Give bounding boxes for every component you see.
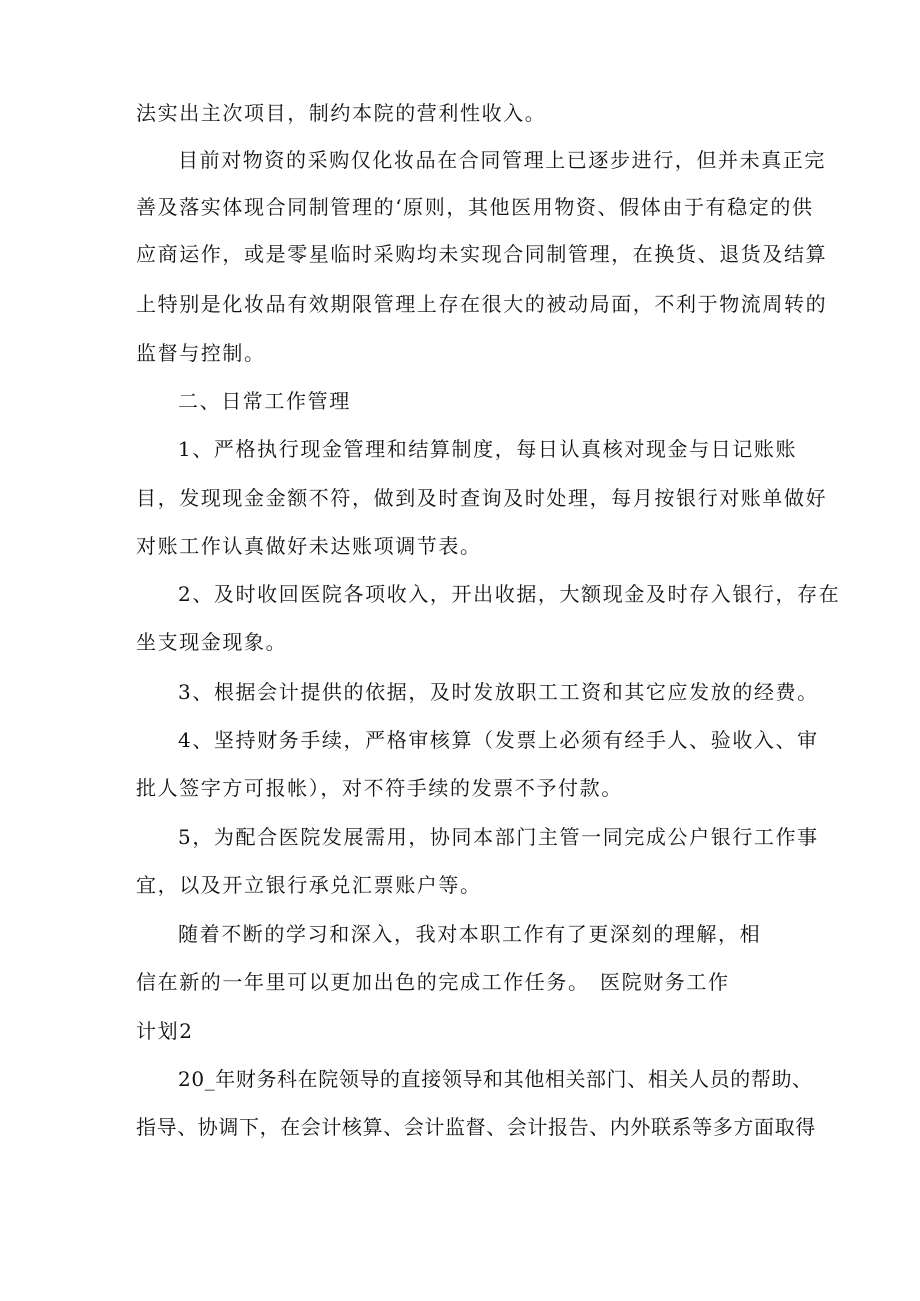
section-title-continued: 计划2 (136, 1019, 194, 1043)
text-line: 上特别是化妆品有效期限管理上存在很大的被动局面，不利于物流周转的 (136, 292, 828, 316)
text-line: 监督与控制。 (136, 341, 266, 365)
text-line: 20_年财务科在院领导的直接领导和其他相关部门、相关人员的帮助、 (178, 1067, 813, 1091)
section-title: 医院财务工作 (600, 970, 730, 994)
section-heading: 二、日常工作管理 (178, 389, 351, 413)
text-line: 5，为配合医院发展需用，协同本部门主管一同完成公户银行工作事 (178, 825, 819, 849)
text-line: 信在新的一年里可以更加出色的完成工作任务。 (136, 970, 590, 994)
text-line: 批人签字方可报帐），对不符手续的发票不予付款。 (136, 776, 623, 800)
text-line: 4、坚持财务手续，严格审核算（发票上必须有经手人、验收入、审 (178, 728, 819, 752)
text-line: 宜，以及开立银行承兑汇票账户等。 (136, 873, 482, 897)
text-line: 2、及时收回医院各项收入，开出收据，大额现金及时存入银行，存在 (178, 582, 841, 606)
text-line: 3、根据会计提供的依据，及时发放职工工资和其它应发放的经费。 (178, 680, 819, 704)
text-line: 法实出主次项目，制约本院的营利性收入。 (136, 101, 547, 125)
text-line: 目，发现现金金额不符，做到及时查询及时处理，每月按银行对账单做好 (136, 486, 828, 510)
text-line: 善及落实体现合同制管理的‘原则，其他医用物资、假体由于有稳定的供 (136, 195, 814, 219)
text-line: 1、严格执行现金管理和结算制度，每日认真核对现金与日记账账 (178, 437, 798, 461)
text-line: 指导、协调下，在会计核算、会计监督、会计报告、内外联系等多方面取得 (136, 1115, 816, 1139)
text-line: 目前对物资的采购仅化妆品在合同管理上已逐步进行，但并未真正完 (178, 148, 826, 172)
text-line: 随着不断的学习和深入，我对本职工作有了更深刻的理解，相 (178, 922, 762, 946)
text-line: 坐支现金现象。 (136, 630, 288, 654)
text-line: 应商运作，或是零星临时采购均未实现合同制管理，在换货、退货及结算 (136, 242, 828, 266)
text-line: 对账工作认真做好未达账项调节表。 (136, 534, 482, 558)
